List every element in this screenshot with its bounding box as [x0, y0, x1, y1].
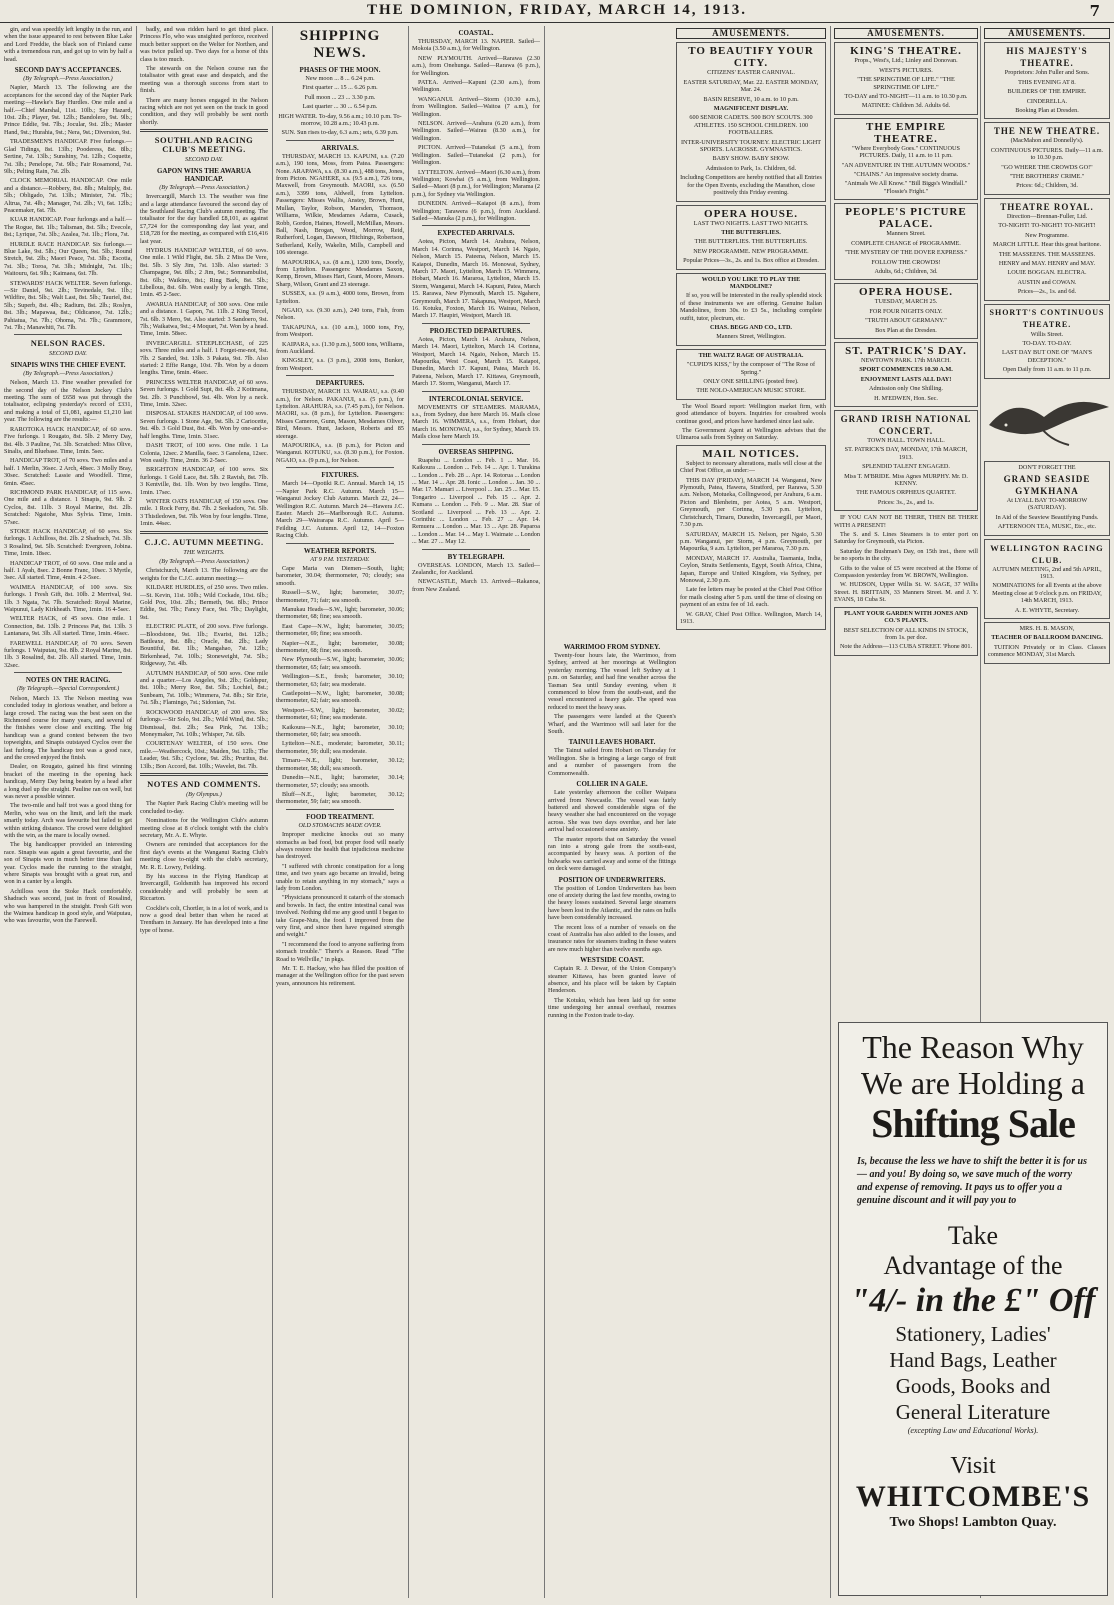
column-amusements-mid: AMUSEMENTS. KING'S THEATRE. Props., West's, Ltd.; Linley and Donovan. WEST'S PICTURES. "THE SPRINGTIME OF LIFE." "THE SPRINGTIME OF LIFE." TO-DAY and TO-NIGHT—11 a.m. to 10.30 p.m. MATINEE: Children 3d. Adults 6d. THE EMPIRE THEATRE. "Where Everybody Goes." CONTINUOUS PICTURES. Daily, 11 a.m. to 11 p.m. "AN ADVENTURE IN THE AUTUMN WOODS." "CHAINS." An impressive society drama. "Animals We All Know." "Bill Biggs's Windfall." "Flossie's Fright." PEOPLE'S PICTURE PALACE. Manners Street. COMPLETE CHANGE of PROGRAMME. "THE MYSTERY OF THE DOVER EXPRESS." FOLLOW THE CROWDS! Adults, 6d.; Children, 3d. OPERA HOUSE. TUESDAY, MARCH 25. FOR FOUR NIGHTS ONLY. "TRUTH ABOUT GERMANY." Box Plan at the Dresden. ST. PATRICK'S DAY. NEWTOWN PARK. 17th MARCH. SPORT COMMENCES 10.30 A.M. ENJOYMENT LASTS ALL DAY! Admission only One Shilling. H. M'EDWEN, Hon. Sec. GRAND IRISH NATIONAL CONCERT. TOWN HALL. TOWN HALL. ST. PATRICK'S DAY, MONDAY, 17th MARCH, 1913. SPLENDID TALENT ENGAGED. Miss T. M'BRIDE. Miss Agnes MURPHY. Mr. D. KENNY. THE FAMOUS ORPHEUS QUARTET. Prices: 3s., 2s., and 1s. IF YOU CAN NOT BE THERE, THEN BE THERE WITH A PRESENT! The S. and S. Lines Steamers is to enter port on Saturday for Greymouth, via Picton. Saturday the Bushman's Day, on 15th inst., there will be no sports in the city. Gifts to the value of £5 were received at the Home of Compassion yesterday from W. BROWN, Wellington. W. HUDSON, Upper Willis St. W. SAGE, 37 Willis Street. H. BRITTAIN, 33 Manners Street. M. and J. Y. EVANS, 18 Cuba St. PLANT YOUR GARDEN WITH JONES AND CO.'S PLANTS. BEST SELECTION OF ALL KINDS IN STOCK, from 1s. per doz. Note the Address—113 CUBA STREET. 'Phone 801.: [834, 26, 978, 1598]
heading-expected: EXPECTED ARRIVALS.: [437, 229, 515, 238]
heading-food: FOOD TREATMENT.: [306, 812, 374, 821]
column-racing-results: gin, and was speedily left lengthy in the run, and when the issue appeared to rest between Blue Lake and Lord Freddie, the black son of Finland came with a tremendous run, and got up to win by half a head. SECOND DAY'S ACCEPTANCES. (By Telegraph.—Press Association.) Napier, March 13. The following are the acceptances for the second day of the Napier Park meeting:—Hawke's Bay Hurdles. One mile and a half.—Chief Marshal, 11st. 10lb.; Say Hazard, 10st. 2lb.; Player, 9st. 12lb.; Bandolero, 9st. 9lb.; Prince Eddie, 9st. 7lb.; Jocular, 9st. 2lb.; Master Hand, 9st.; Hurahia, 9st.; Nera, 9st.; Diversion, 9st. TRADESMEN'S HANDICAP. Five furlongs.—Glad Tidings, 8st. 13lb.; Pooderess, 8st. 8lb.; Sertine, 7st. 13lb.; Sunshiny, 7st. 12lb.; Coquette, 7st. 3lb.; Penelope, 7st. 9lb.; Fair Rosamond, 7st. 9lb.; Pelting Rain, 7st. 2lb. CLOCK MEMORIAL HANDICAP. One mile and a distance.—Robbery, 8st. 8lb.; Multiply, 8st. 5lb.; Obligado, 7st. 13lb.; Minister, 7st. 7lb.; Altrua, 7st. 4lb.; Manager, 7st. 2lb.; Vi, 6st. 12lb.; Peacemaker, 6st. 7lb. KUAR HANDICAP. Four furlongs and a half.—The Rogue, 8st. 1lb.; Talisman, 8st. 5lb.; Evecole, 8st.; Lyrique, 7st. 3lb.; Azalea, 7st. 1lb.; Flora, 7st. HURDLE RACE HANDICAP. Six furlongs.—Blue Lake, 9st. 5lb.; Our Queen, 9st. 5lb.; Round Stretch, 9st. 2lb.; Maori Peace, 7st. 3lb.; Escotia, 7st. 3lb.; Toroa, 7st. 3lb.; Midnight, 7st. 1lb.; Waitouru, 6st. 9lb.; Kaimaea, 6st. 7lb. STEWARDS' HACK WELTER. Seven furlongs.—Sir Daniel, 9st. 2lb.; Tevinedale, 9st. 1lb.; Wildfire, 8st. 5lb.; Walt Last, 8st. 5lb.; Tauriel, 8st. 5lb.; Superb, 8st. 4lb.; Radium, 8st. 2lb.; Roslyn, 8st. 3lb.; Mapawaa, 8st.; Oldicanoe, 7st. 12lb.; Pahiatua, 7st. 7lb.; Ohoma, 7st. 7lb.; Grammore, 7st. 7lb.; Manawhiti, 7st. 7lb. NELSON RACES. SECOND DAY. SINAPIS WINS THE CHIEF EVENT. (By Telegraph.—Press Association.) Nelson, March 13. Fine weather prevailed for the second day of the Nelson Jockey Club's meeting. The sum of £658 was put through the totalisator, eclipsing yesterday's record of £331, and making a total of £1,081, against £1,210 last year. The following are the results:— RAROTOKA HACK HANDICAP, of 60 sovs. Five furlongs. 1 Rougato, 8st. 5lb. 2 Merry Day, 8st. 4lb. 3 Pauline, 7st. 3lb. Scratched: Miss Olive, Sinalis, and Bluebase. Time, 1min. 5sec. HANDICAP TROT, of 70 sovs. Two miles and a half. 1 Merlin, 36sec. 2 Arch, 48sec. 3 Molly Bray, 30sec. Scratched: Lassie and Woodfell. Time, 6min. 45sec. RICHMOND PARK HANDICAP, of 115 sovs. One mile and a distance. 1 Sinapis, 9st. 9lb. 2 Cyclos, 8st. 11lb. 3 Royal Marine, 8st. 2lb. Scratched: Ngatohe, Mus Sylvia. Time, 1min. 57sec. STOKE HACK HANDICAP, of 60 sovs. Six furlongs. 1 Achilloss, 8st. 2lb. 2 Shadrach, 7st. 3lb. 3 Rosalind, 9st. 5lb. Scratched: Evergreen, Jobina. Time, 1min. 18sec. HANDICAP TROT, of 60 sovs. One mile and a half. 1 Ayah, 8sec. 2 Bonne Franc, 10sec. 3 Myrtle, 3sec. All started. Time, 4min. 4 2-5sec. WAIMEA HANDICAP, of 100 sovs. Six furlongs. 1 Fresh Gift, 8st. 10lb. 2 Merrival, 9st. 1lb. 3 Ngata, 7st. 7lb. Scratched: Royal Marine, Waipunui, Lady Kirkheath. Time, 1min. 16 4-5sec. WELTER HACK, of 45 sovs. One mile. 1 Connection, 8st. 13lb. 2 Princess Pat, 8st. 13lb. 3 Lantanara, 9st. 3lb. All started. Time, 1min. 46sec. FAREWELL HANDICAP, of 70 sovs. Seven furlongs. 1 Waiputau, 9st. 8lb. 2 Royal Marine, 8st. 1lb. 3 Rosalind, 8st. 2lb. All started. Time, 1min. 32sec. NOTES ON THE RACING. (By Telegraph.—Special Correspondent.) Nelson, March 13. The Nelson meeting was concluded today in glorious weather, and before a large crowd. The racing was the best seen on the Richmond course for many years, and several of the finishes were close and exciting. The big handicap was a grand contest between the two topweights, and Sinapis outstayed Cyclos over the last furlong. The handicap trot was a good race, and the crowd enjoyed the finish. Dealer, on Rougato, gained his first winning bracket of the meeting in the opening hack handicap, Merry Day being beaten by a head after a long duel up the straight. Pauline ran on well, but was never a possible winner. The two-mile and half trot was a good thing for Merlin, who was on the limit, and left the mark smartly today. Arch was favourite but failed to get within striking distance. The crowd were delighted with the win, as the mare is locally owned. The big handicapper provided an interesting race. Sinapis was again a great favourite, and the son of Sinapis won in much better time than last year. Cyclos made the running to the straight, where Sinapis was brought with a great run, and won in a canter by a length. Achilloss won the Stoke Hack comfortably. Shadrach was second, just in front of Rosalind, who was hampered in the straight. Fresh Gift won the Waimea handicap in good style, and Waiputau, who was favourite, won the Farewell.: [4, 26, 132, 925]
shifting-sale-heading: Shifting Sale: [871, 1101, 1075, 1146]
heading-coastal: COASTAL.: [458, 29, 494, 37]
heading-notes-racing: NOTES ON THE RACING.: [25, 676, 111, 685]
masthead: [0, 0, 1114, 23]
heading-underwriters: POSITION OF UNDERWRITERS.: [558, 875, 666, 884]
ad-new-theatre: THE NEW THEATRE. (MacMahon and Donnelly's). CONTINUOUS PICTURES. Daily—11 a.m. to 10.30 p.m. "GO WHERE THE CROWDS GO!" "THE BROTHERS' CRIME." Prices: 6d.; Children, 3d.: [984, 122, 1110, 194]
ad-st-patricks: ST. PATRICK'S DAY. NEWTOWN PARK. 17th MARCH. SPORT COMMENCES 10.30 A.M. ENJOYMENT LASTS ALL DAY! Admission only One Shilling. H. M'EDWEN, Hon. Sec.: [834, 342, 978, 407]
column-amusements-left: AMUSEMENTS. TO BEAUTIFY YOUR CITY. CITIZENS' EASTER CARNIVAL. EASTER SATURDAY, Mar. 22. EASTER MONDAY, Mar. 24. BASIN RESERVE, 10 a.m. to 10 p.m. MAGNIFICENT DISPLAY. 600 SENIOR CADETS. 500 BOY SCOUTS. 300 ATHLETES. 150 SCHOOL CHILDREN. 100 FOOTBALLERS. INTER-UNIVERSITY TOURNEY. ELECTRIC LIGHT SPORTS. LACROSSE. GYMNASTICS. BABY SHOW. BABY SHOW. Admission to Park, 1s. Children, 6d. Including Competitors are hereby notified that all Entries for the Open Events, excluding the Marathon, close positively this Friday evening. OPERA HOUSE. LAST TWO NIGHTS. LAST TWO NIGHTS. THE BUTTERFLIES. THE BUTTERFLIES. THE BUTTERFLIES. NEW PROGRAMME. NEW PROGRAMME. Popular Prices—3s., 2s. and 1s. Box office at Dresden. WOULD YOU LIKE TO PLAY THE MANDOLINE? If so, you will be interested in the really splendid stock of these instruments we are offering. Genuine Italian Mandolines, from 30s. to £3 5s., including complete outfit, tutor, plectrum, etc. CHAS. BEGG AND CO., LTD. Manners Street, Wellington. THE WALTZ RAGE OF AUSTRALIA. "CUPID'S KISS," by the composer of "The Rose of Spring." ONLY ONE SHILLING (posted free). THE NOLO-AMERICAN MUSIC STORE. The Wool Board report: Wellington market firm, with good attendance of buyers. Inquiries for crossbred wools continue good, and prices have hardened since last sale. The Government Agent at Wellington advises that the Ulimaroa sails from Sydney on Saturday. MAIL NOTICES. Subject to necessary alterations, mails will close at the Chief Post Office, as under:— THIS DAY (FRIDAY), MARCH 14. Wanganui, New Plymouth, Patea, Hawera, Stratford, per Rarawa, 5.30 a.m. Nelson, Motueka, Collingwood, per Arahura, 6 a.m. Picton and Blenheim, per Aotea, 5 a.m. Westport, Greymouth, per Corinna, 5.30 p.m. Lyttelton, Christchurch, Timaru, Dunedin, Invercargill, per Maori, 7.30 p.m. SATURDAY, MARCH 15. Nelson, per Ngaio, 5.30 p.m. Wanganui, per Storm, 4 p.m. Greymouth, per Mapourika, 9 a.m. Lyttelton, per Mararoa, 7.30 p.m. MONDAY, MARCH 17. Australia, Tasmania, India, Ceylon, Straits Settlements, Egypt, South Africa, China, Japan, Europe and United Kingdom, via Sydney, per Monowai, 2.30 p.m. Late fee letters may be posted at the Chief Post Office for mails closing after 5 p.m. until the time of closing on payment of an extra fee of 1d. each. W. GRAY, Chief Post Office. Wellington, March 14, 1913.: [676, 26, 826, 1598]
column-shipping-notes: WARRIMOO FROM SYDNEY. Twenty-four hours late, the Warrimoo, from Sydney, arrived at her moorings at Wellington yesterday morning. The vessel left Sydney at 1 p.m. on Saturday, and had fine weather across the Tasman Sea until Sunday evening, when it commenced to blow from the south-east, and the vessel encountered a heavy gale. The speed was reduced to meet the heavy seas. The passengers were landed at the Queen's Wharf, and the Warrimoo will sail later for the South. TAINUI LEAVES HOBART. The Tainui sailed from Hobart on Thursday for Wellington. She is bringing a large cargo of fruit and a number of passengers from the Commonwealth. COLLIER IN A GALE. Late yesterday afternoon the collier Waipara arrived from Newcastle. The vessel was fairly battered and showed considerable signs of the heavy weather she had encountered on the voyage across. She was two days overdue, and her late arrival had occasioned some anxiety. The master reports that on Saturday the vessel ran into a strong gale from the south-east, accompanied by heavy seas. A portion of the bulwarks was carried away and some of the fittings on deck were damaged. POSITION OF UNDERWRITERS. The position of London Underwriters has been one of anxiety during the last few months, owing to the heavy losses sustained. Several large steamers have been lost in the Atlantic, and the rates on hulls have been considerably increased. The recent loss of a number of vessels on the coast of Australia has also added to the losses, and insurance rates for steamers trading in these waters are now much higher than twelve months ago. WESTSIDE COAST. Captain R. J. Dewar, of the Union Company's steamer Kittawa, has been granted leave of absence, and his place will be taken by Captain Henderson. The Kotuku, which has been laid up for some time undergoing her annual overhaul, resumes running in the Foxton trade to-day.: [548, 643, 676, 1019]
heading-intercolonial: INTERCOLONIAL SERVICE.: [428, 394, 524, 403]
discount-offer: "4/- in the £" Off: [850, 1282, 1096, 1319]
whitcombes-advertisement: The Reason Why We are Holding a Shifting Sale Is, because the less we have to shift the better it is for us — and you! By doing so, we save much of the worry and expense of removing. It pays us to offer you a genuine discount and it will pay you to Take Advantage of the "4/- in the £" Off Stationery, Ladies' Hand Bags, Leather Goods, Books and General Literature (excepting Law and Educational Works). Visit WHITCOMBE'S Two Shops! Lambton Quay.: [838, 1022, 1108, 1596]
ad-dancing: MRS. H. B. MASON, TEACHER OF BALLROOM DANCING. TUITION Privately or in Class. Classes commence MONDAY, 31st March.: [984, 622, 1110, 664]
subheading-second-day: SECOND DAY.: [49, 350, 87, 358]
ad-carnival: TO BEAUTIFY YOUR CITY. CITIZENS' EASTER CARNIVAL. EASTER SATURDAY, Mar. 22. EASTER MONDAY, Mar. 24. BASIN RESERVE, 10 a.m. to 10 p.m. MAGNIFICENT DISPLAY. 600 SENIOR CADETS. 500 BOY SCOUTS. 300 ATHLETES. 150 SCHOOL CHILDREN. 100 FOOTBALLERS. INTER-UNIVERSITY TOURNEY. ELECTRIC LIGHT SPORTS. LACROSSE. GYMNASTICS. BABY SHOW. BABY SHOW. Admission to Park, 1s. Children, 6d. Including Competitors are hereby notified that all Entries for the Open Events, excluding the Marathon, close positively this Friday evening.: [676, 42, 826, 201]
ad-mail-notices: MAIL NOTICES. Subject to necessary alterations, mails will close at the Chief Post Office, as under:— THIS DAY (FRIDAY), MARCH 14. Wanganui, New Plymouth, Patea, Hawera, Stratford, per Rarawa, 5.30 a.m. Nelson, Motueka, Collingwood, per Arahura, 6 a.m. Picton and Blenheim, per Aotea, 5 a.m. Westport, Greymouth, per Corinna, 5.30 p.m. Lyttelton, Christchurch, Timaru, Dunedin, Invercargill, per Maori, 7.30 p.m. SATURDAY, MARCH 15. Nelson, per Ngaio, 5.30 p.m. Wanganui, per Storm, 4 p.m. Greymouth, per Mapourika, 9 a.m. Lyttelton, per Mararoa, 7.30 p.m. MONDAY, MARCH 17. Australia, Tasmania, India, Ceylon, Straits Settlements, Egypt, South Africa, China, Japan, Europe and United Kingdom, via Sydney, per Monowai, 2.30 p.m. Late fee letters may be posted at the Chief Post Office for mails closing after 5 p.m. until the time of closing on payment of an extra fee of 1d. each. W. GRAY, Chief Post Office. Wellington, March 14, 1913.: [676, 445, 826, 631]
heading-nelson: NELSON RACES.: [30, 338, 106, 349]
ad-shortts: SHORTT'S CONTINUOUS THEATRE. Willis Street. TO-DAY. TO-DAY. LAST DAY BUT ONE OF "MAN'S DECEPTION." Open Daily from 11 a.m. to 11 p.m.: [984, 304, 1110, 379]
byline: (By Telegraph.—Press Association.): [23, 75, 113, 83]
ad-opera-house: OPERA HOUSE. LAST TWO NIGHTS. LAST TWO NIGHTS. THE BUTTERFLIES. THE BUTTERFLIES. THE BUTTERFLIES. NEW PROGRAMME. NEW PROGRAMME. Popular Prices—3s., 2s. and 1s. Box office at Dresden.: [676, 205, 826, 270]
ad-gymkhana: DON'T FORGET THE GRAND SEASIDE GYMKHANA At LYALL BAY TO-MORROW (SATURDAY). In Aid of the Seaview Beautifying Funds. AFTERNOON TEA, MUSIC, Etc., etc.: [984, 461, 1110, 536]
ad-his-majestys: HIS MAJESTY'S THEATRE. Proprietors: John Fuller and Sons. THIS EVENING AT 8. BUILDERS OF THE EMPIRE. CINDERELLA. Booking Plan at Dresden.: [984, 42, 1110, 119]
heading-projected: PROJECTED DEPARTURES.: [429, 326, 523, 335]
ad-opera-house-mid: OPERA HOUSE. TUESDAY, MARCH 25. FOR FOUR NIGHTS ONLY. "TRUTH ABOUT GERMANY." Box Plan at the Dresden.: [834, 283, 978, 339]
heading-collier: COLLIER IN A GALE.: [576, 780, 648, 789]
heading-departures: DEPARTURES.: [315, 379, 365, 388]
ad-kings-theatre: KING'S THEATRE. Props., West's, Ltd.; Linley and Donovan. WEST'S PICTURES. "THE SPRINGTIME OF LIFE." "THE SPRINGTIME OF LIFE." TO-DAY and TO-NIGHT—11 a.m. to 10.30 p.m. MATINEE: Children 3d. Adults 6d.: [834, 42, 978, 114]
heading-tainui: TAINUI LEAVES HOBART.: [568, 738, 656, 747]
amusements-header: AMUSEMENTS.: [676, 28, 826, 39]
heading-telegraph: BY TELEGRAPH.: [447, 552, 505, 561]
seagull-icon: [984, 385, 1110, 455]
heading-westside: WESTSIDE COAST.: [580, 956, 644, 965]
heading-gapon: GAPON WINS THE AWARUA HANDICAP.: [156, 166, 252, 183]
column-coastal-shipping: COASTAL. THURSDAY, MARCH 13. NAPIER. Sailed—Mokoia (3.50 a.m.), for Wellington. NEW PLYMOUTH. Arrived—Rarawa (2.30 a.m.), from Onehunga. Sailed—Rarawa (6 p.m.), for Wellington. PATEA. Arrived—Kapuni (2.30 a.m.), from Wellington. WANGANUI. Arrived—Storm (10.30 a.m.), from Wellington. Sailed—Waitoa (7 a.m.), for Wellington. NELSON. Arrived—Arahura (6.20 a.m.), from Wellington. Sailed—Wairau (8.30 a.m.), for Wellington. PICTON. Arrived—Tutanekai (5 a.m.), from Wellington. Sailed—Tutanekai (2 p.m.), for Wellington. LYTTELTON. Arrived—Maori (6.30 a.m.), from Wellington; Kowhai (5 a.m.), from Wellington. Sailed—Maori (8 p.m.), for Wellington; Marama (2 p.m.), for Sydney via Wellington. DUNEDIN. Arrived—Kaiapoi (8 a.m.), from Wellington; Tarawera (6 p.m.), from Auckland. Sailed—Manuka (2 p.m.), for Wellington. EXPECTED ARRIVALS. Aotea, Picton, March 14. Arahura, Nelson, March 14. Corinna, Westport, March 14. Ngaio, Nelson, March 15. Pateena, Nelson, March 15. Kaiapoi, Dunedin, March 16. Monowai, Sydney, March 17. Maori, Lyttelton, March 15. Wimmera, Hobart, March 16. Mararoa, Lyttelton, March 15. Storm, Wanganui, March 14. Kapuni, Patea, March 15. Rarawa, New Plymouth, March 15. Ngahere, Greymouth, March 17. Takapuna, Westport, March 16. Kotuku, Foxton, March 16. Wairau, Nelson, March 17. Haupiri, Westport, March 18. PROJECTED DEPARTURES. Aotea, Picton, March 14. Arahura, Nelson, March 14. Maori, Lyttelton, March 14. Corinna, Westport, March 14. Ngaio, Nelson, March 15. Mapourika, West Coast, March 15. Kaiapoi, Dunedin, March 17. Kapuni, Patea, March 16. Pateena, Nelson, March 17. Kittawa, Greymouth, March 17. Storm, Wanganui, March 17. INTERCOLONIAL SERVICE. MOVEMENTS OF STEAMERS. MARAMA, s.s., from Sydney, due here March 16. Mails close March 16. WIMMERA, s.s., from Hobart, due March 16. MONOWAI, s.s., for Sydney, March 19. Mails close here March 19. OVERSEAS SHIPPING. Ruapehu ... London ... Feb. 1 ... Mar. 16. Kaikoura ... London ... Feb. 14 ... Apr. 1. Turakina ... London ... Feb. 28 ... Apr. 14. Rotorua ... London ... Mar. 14 ... Apr. 28. Ionic ... London ... Jan. 30 ... Mar. 17. Mamari ... Liverpool ... Jan. 25 ... Mar. 15. Tongariro ... Liverpool ... Feb. 15 ... Apr. 2. Kumara ... London ... Feb. 9 ... Mar. 28. Star of Scotland ... Liverpool ... Feb. 13 ... Apr. 2. Corinthic ... London ... Feb. 27 ... Apr. 14. Remuera ... London ... Mar. 13 ... Apr. 28. Paparoa ... London ... Mar. 14 ... May 1. Waimate ... London ... Mar. 27 ... May 12. BY TELEGRAPH. OVERSEAS. LONDON, March 13. Sailed—Zealandic, for Auckland. NEWCASTLE, March 13. Arrived—Rakanoa, from New Zealand.: [412, 29, 540, 593]
byline-special: (By Telegraph.—Special Correspondent.): [16, 685, 120, 693]
heading-warrimoo: WARRIMOO FROM SYDNEY.: [563, 643, 661, 651]
heading-cjc: C.J.C. AUTUMN MEETING.: [144, 536, 264, 547]
ad-racing-club: WELLINGTON RACING CLUB. AUTUMN MEETING, 2nd and 5th APRIL, 1913. NOMINATIONS for all Events at the above Meeting close at 9 o'clock p.m. on FRIDAY, 14th MARCH, 1913. A. E. WHYTE, Secretary.: [984, 539, 1110, 619]
store-name: WHITCOMBE'S: [855, 1480, 1091, 1513]
ad-peoples-picture-palace: PEOPLE'S PICTURE PALACE. Manners Street. COMPLETE CHANGE of PROGRAMME. "THE MYSTERY OF THE DOVER EXPRESS." FOLLOW THE CROWDS! Adults, 6d.; Children, 3d.: [834, 203, 978, 280]
column-amusements-right: AMUSEMENTS. HIS MAJESTY'S THEATRE. Proprietors: John Fuller and Sons. THIS EVENING AT 8. BUILDERS OF THE EMPIRE. CINDERELLA. Booking Plan at Dresden. THE NEW THEATRE. (MacMahon and Donnelly's). CONTINUOUS PICTURES. Daily—11 a.m. to 10.30 p.m. "GO WHERE THE CROWDS GO!" "THE BROTHERS' CRIME." Prices: 6d.; Children, 3d. THEATRE ROYAL. Direction—Brennan-Fuller, Ltd. TO-NIGHT! TO-NIGHT! TO-NIGHT! New Programme. MARCH LITTLE. Hear this great baritone. THE MASSEENS. THE MASSEENS. HENRY and MAY. HENRY and MAY. LOUIE BOGGAN. ELECTRA. AUSTIN and COWAN. Prices—2s., 1s. and 6d. SHORTT'S CONTINUOUS THEATRE. Willis Street. TO-DAY. TO-DAY. LAST DAY BUT ONE OF "MAN'S DECEPTION." Open Daily from 11 a.m. to 11 p.m. DON'T FORGET THE GRAND SEASIDE GYMKHANA At LYALL BAY TO-MORROW (SATURDAY). In Aid of the Seaview Beautifying Funds. AFTERNOON TEA, MUSIC, Etc., etc. WELLINGTON RACING CLUB. AUTUMN MEETING, 2nd and 5th APRIL, 1913. NOMINATIONS for all Events at the above Meeting close at 9 o'clock p.m. on FRIDAY, 14th MARCH, 1913. A. E. WHYTE, Secretary. MRS. H. B. MASON, TEACHER OF BALLROOM DANCING. TUITION Privately or in Class. Classes commence MONDAY, 31st March.: [984, 26, 1110, 1016]
page-number: 7: [1089, 2, 1100, 20]
heading-notes-comments: NOTES AND COMMENTS.: [147, 778, 261, 789]
newspaper-title: THE DOMINION, FRIDAY, MARCH 14, 1913.: [367, 2, 747, 18]
column-shipping: SHIPPING NEWS. PHASES OF THE MOON. New moon ... 8 ... 6.24 p.m. First quarter ... 15 ... 6.26 p.m. Full moon ... 23 ... 3.30 p.m. Last quarter ... 30 ... 6.54 p.m. HIGH WATER. To-day, 9.56 a.m.; 10.10 p.m. To-morrow, 10.28 a.m.; 10.43 p.m. SUN. Sun rises to-day, 6.3 a.m.; sets, 6.39 p.m. ARRIVALS. THURSDAY, MARCH 13. KAPUNI, s.s. (7.20 a.m.), 190 tons, Moss, from Patea. Passengers: None. ARAPAWA, s.s. (8.30 a.m.), 488 tons, Jones, from Picton. NGAHERE, s.s. (9.5 a.m.), 726 tons, Maxwell, from Greymouth. MAORI, s.s. (6.50 a.m.), 3399 tons, Aldwell, from Lyttelton. Passengers: Misses Wallis, Anstey, Brown, Hunt, Mullan, Taylor, Robson, Marsden, Thomson, Williams, Wilkie, Mesdames Adams, Cusack, Robb, Gordon, Haines, Howell, McMillan, Messrs. Ball, Nash, Brogan, Wood, Morrow, Reid, Rutherford, Logan, Dawson, Hitchings, Robertson, Sutherland, Kelly, Wakelin, Mills, Campbell and 106 steerage. MAPOURIKA, s.s. (8 a.m.), 1200 tons, Doorly, from Lyttelton. Passengers: Mesdames Saxon, Kemp, Brown, Misses Hart, Grant, Moore, Messrs. Sharp, Wilson, Grant and 23 steerage. SUSSEX, s.s. (9 a.m.), 4000 tons, Brown, from Lyttelton. NGAIO, s.s. (9.30 a.m.), 240 tons, Fish, from Nelson. TAKAPUNA, s.s. (10 a.m.), 1000 tons, Fry, from Westport. KAIPARA, s.s. (1.30 p.m.), 5000 tons, Williams, from Auckland. KINGSLEY, s.s. (3 p.m.), 2008 tons, Bunker, from Westport. DEPARTURES. THURSDAY, MARCH 13. WAIRAU, s.s. (9.40 a.m.), for Nelson. PAKANUI, s.s. (5 p.m.), for Lyttelton. ARAHURA, s.s. (7.45 p.m.), for Nelson. MAORI, s.s. (8 p.m.), for Lyttelton. Passengers: Misses Cameron, Gunn, Mason, Mesdames Oliver, Bird, Messrs. Hunt, Jackson, Roberts and 85 steerage. MAPOURIKA, s.s. (8 p.m.), for Picton and Wanganui. KOTUKU, s.s. (8.30 p.m.), for Foxton. NGAIO, s.s. (9 p.m.), for Nelson. FIXTURES. March 14—Opotiki R.C. Annual. March 14, 15—Napier Park R.C. Autumn. March 15—Wanganui Jockey Club Autumn. March 22, 24—Wellington R.C. Autumn. March 24—Hawera J.C. Easter. March 26—Marlborough R.C. Autumn. March 29—Wairarapa R.C. Autumn. April 5—Feilding J.C. Autumn. April 12, 14—Foxton Racing Club. WEATHER REPORTS. AT 9 P.M. YESTERDAY. Cape Maria van Diemen—South, light; barometer, 30.04; thermometer, 70; cloudy; sea smooth. Russell—S.W., light; barometer, 30.07; thermometer, 71; fair; sea smooth. Manukau Heads—S.W., light; barometer, 30.06; thermometer, 68; fine; sea smooth. East Cape—N.W., light; barometer, 30.05; thermometer, 69; fine; sea smooth. Napier—N.E., light; barometer, 30.08; thermometer, 68; fine; sea smooth. New Plymouth—S.W., light; barometer, 30.06; thermometer, 65; fair; sea smooth. Wellington—S.E., fresh; barometer, 30.10; thermometer, 63; fair; sea moderate. Castlepoint—N.W., light; barometer, 30.08; thermometer, 62; fair; sea smooth. Westport—S.W., light; barometer, 30.02; thermometer, 61; fine; sea moderate. Kaikoura—N.E., light; barometer, 30.10; thermometer, 60; fair; sea smooth. Lyttelton—N.E., moderate; barometer, 30.11; thermometer, 59; dull; sea moderate. Timaru—N.E., light; barometer, 30.12; thermometer, 58; dull; sea smooth. Dunedin—N.E., light; barometer, 30.14; thermometer, 57; cloudy; sea smooth. Bluff—N.E., light; barometer, 30.12; thermometer, 59; fair; sea smooth. FOOD TREATMENT. OLD STOMACHS MADE OVER. Improper medicine knocks out so many stomachs as bad food, but proper food will nearly always restore the health that injudicious medicine has destroyed. "I suffered with chronic constipation for a long time, and two years ago became an invalid, being unable to retain anything in my stomach," says a lady from London. "Physicians pronounced it catarrh of the stomach and bowels. In fact, the entire intestinal canal was involved. Nothing did me any good until I began to take Grape-Nuts, the food. I improved from the very first, and since then have regained strength and weight." "I recommend the food to anyone suffering from stomach trouble." There's a Reason. Read "The Road to Wellville," in pkgs. Mr. T. E. Hackay, who has filled the position of manager at the Wellington office for the past seven years, announces his retirement.: [276, 28, 404, 987]
heading-overseas: OVERSEAS SHIPPING.: [438, 447, 514, 456]
heading-arrivals: ARRIVALS.: [321, 143, 359, 152]
heading-weather: WEATHER REPORTS.: [303, 546, 377, 555]
column-southland-cjc: badly, and was ridden hard to get third place. Princess Flo, who was unsighted perforce, received much better support on the Welter for Northen, and was twice pulled up. Two days for a horse of this class is too much. The stewards on the Nelson course ran the totalisator with great ease and despatch, and the meeting was a thorough success from start to finish. There are many horses engaged in the Nelson racing which are not yet seen on the track in good condition, and they will probably be sent north shortly. SOUTHLAND RACING CLUB'S MEETING. SECOND DAY. GAPON WINS THE AWARUA HANDICAP. (By Telegraph.—Press Association.) Invercargill, March 13. The weather was fine and a large attendance favoured the second day of the Southland Racing Club's autumn meeting. The totalisator for the day handled £8,101, as against £7,724 for the corresponding day last year, and £18,728 for the meeting, as compared with £16,416 last year. HYDRUS HANDICAP WELTER, of 60 sovs. One mile. 1 Wild Flight, 8st. 5lb. 2 Miss De Vere, 8st. 5lb. 3 Sly Jim, 7st. 13lb. Also started: 3 Champagne, 9st. 8lb.; 2 Jim, 9st.; Somnambulist, 8st. 6lb.; Waikino, 8st.; Ring Bark, 8st. 5lb.; Libellous, 8st. 6lb. Won easily by a length. Time, 1min. 45 2-5sec. AWARUA HANDICAP, of 300 sovs. One mile and a distance. 1 Gapon, 7st. 11lb. 2 King Tercel, 7st. 6lb. 3 Mero, 9st. Also started: 3 Sandoero, 9st. 7lb.; Waikatwa, 9st.; 4 Moquet, 7st. Won by a head. Time, 1min. 58sec. INVERCARGILL STEEPLECHASE, of 225 sovs. Three miles and a half. 1 Forget-me-not, 9st. 7lb. 2 Sanded, 9st. 13lb. 3 Pakata, 9st. 7lb. Also started: 2 Effie Range, 10st. 7lb. Won by a dozen lengths. Time, 6min. 46sec. PRINCESS WELTER HANDICAP, of 60 sovs. Seven furlongs. 1 Gold Supt, 8st. 4lb. 2 Kotimana, 9st. 2lb. 3 Punchbowl, 9st. 4lb. Won by a neck. Time, 1min. 32sec. DISPOSAL STAKES HANDICAP, of 100 sovs. Seven furlongs. 1 Stone Age, 9st. 5lb. 2 Cariocette, 9st. 4lb. 3 Gold Dust, 8st. 4lb. Won by one-and-a-half lengths. Time, 1min. 31sec. DASH TROT, of 100 sovs. One mile. 1 La Colonia, 12sec. 2 Manilla, 6sec. 3 Ganolena, 12sec. Won easily. Time, 2min. 36 2-5sec. BRIGHTON HANDICAP, of 100 sovs. Six furlongs. 1 Gold Lace, 8st. 5lb. 2 Ravish, 8st. 7lb. 3 Kentville, 8st. 1lb. Won by two lengths. Time, 1min. 17sec. WINTER OATS HANDICAP, of 150 sovs. One mile. 1 Rock Ferry, 8st. 7lb. 2 Seekadors, 7st. 5lb. 3 Thistledown, 9st. 7lb. Won by four lengths. Time, 1min. 44sec. C.J.C. AUTUMN MEETING. THE WEIGHTS. (By Telegraph.—Press Association.) Christchurch, March 13. The following are the weights for the C.J.C. autumn meeting:— KILDARE HURDLES, of 250 sovs. Two miles.—St. Kevin, 11st. 10lb.; Wild Cockade, 10st. 6lb.; Gold Pox, 10st. 2lb.; Bermeth, 9st. 8lb.; Prince Eddie, 9st. 7lb.; Fancy Face, 9st. 7lb.; Daylight, 9st. ELECTRIC PLATE, of 200 sovs. Five furlongs.—Bloodstone, 9st. 1lb.; Evarist, 8st. 12lb.; Battleaxe, 8st. 8lb.; Oracle, 8st. 2lb.; Lady Bountiful, 8st. 1lb.; Mangahao, 7st. 12lb.; Birkenhead, 7st. 10lb.; Stoneweight, 7st. 5lb.; Ridgeway, 7st. 4lb. AUTUMN HANDICAP, of 500 sovs. One mile and a quarter.—Los Angeles, 9st. 2lb.; Goldspur, 8st. 10lb.; Merry Roe, 8st. 5lb.; Lochiel, 8st.; Sunbeam, 7st. 10lb.; Wimmera, 7st. 8lb.; Sir Erie, 7st. 5lb.; Flamingo, 7st.; Sidonian, 7st. ROCKWOOD HANDICAP, of 200 sovs. Six furlongs.—Sir Solo, 9st. 2lb.; Wild Wind, 8st. 5lb.; Dismissal, 8st. 2lb.; Sea Pink, 7st. 13lb.; Moneymaker, 7st. 10lb.; Whisper, 7st. 6lb. COURTENAY WELTER, of 150 sovs. One mile.—Weathercock, 10st.; Maiden, 9st. 12lb.; The Leader, 9st. 5lb.; Cyclone, 9st. 2lb.; Pruritus, 8st. 13lb.; Bon Accord, 8st. 10lb.; Wavelet, 8st. 7lb. NOTES AND COMMENTS. (By Olympus.) The Napier Park Racing Club's meeting will be concluded to-day. Nominations for the Wellington Club's autumn meeting close at 8 o'clock tonight with the club's secretary, Mr. A. E. Whyte. Owners are reminded that acceptances for the first day's events at the Wanganui Racing Club's meeting close to-night with the club's secretary, Mr. R. E. Lowry, Feilding. By his success in the Flying Handicap at Invercargill, Goldsmith has improved his record considerably and will probably be seen at Riccarton. Cocklie's colt, Chortler, is in a lot of work, and is now a good deal better than when he raced at Trentham in January. He has developed into a fine type of horse.: [140, 26, 268, 934]
ad-irish-concert: GRAND IRISH NATIONAL CONCERT. TOWN HALL. TOWN HALL. ST. PATRICK'S DAY, MONDAY, 17th MARCH, 1913. SPLENDID TALENT ENGAGED. Miss T. M'BRIDE. Miss Agnes MURPHY. Mr. D. KENNY. THE FAMOUS ORPHEUS QUARTET. Prices: 3s., 2s., and 1s.: [834, 410, 978, 511]
heading-fixtures: FIXTURES.: [321, 471, 359, 480]
ad-plants: PLANT YOUR GARDEN WITH JONES AND CO.'S PLANTS. BEST SELECTION OF ALL KINDS IN STOCK, from 1s. per doz. Note the Address—113 CUBA STREET. 'Phone 801.: [834, 607, 978, 656]
ad-theatre-royal: THEATRE ROYAL. Direction—Brennan-Fuller, Ltd. TO-NIGHT! TO-NIGHT! TO-NIGHT! New Programme. MARCH LITTLE. Hear this great baritone. THE MASSEENS. THE MASSEENS. HENRY and MAY. HENRY and MAY. LOUIE BOGGAN. ELECTRA. AUSTIN and COWAN. Prices—2s., 1s. and 6d.: [984, 198, 1110, 301]
ad-waltz: THE WALTZ RAGE OF AUSTRALIA. "CUPID'S KISS," by the composer of "The Rose of Spring." ONLY ONE SHILLING (posted free). THE NOLO-AMERICAN MUSIC STORE.: [676, 349, 826, 400]
shipping-news-title: SHIPPING NEWS.: [299, 28, 381, 61]
bird-illustration: [984, 385, 1110, 455]
ad-empire-theatre: THE EMPIRE THEATRE. "Where Everybody Goes." CONTINUOUS PICTURES. Daily, 11 a.m. to 11 p.m. "AN ADVENTURE IN THE AUTUMN WOODS." "CHAINS." An impressive society drama. "Animals We All Know." "Bill Biggs's Windfall." "Flossie's Fright.": [834, 118, 978, 200]
heading-southland: SOUTHLAND RACING CLUB'S MEETING.: [154, 135, 254, 155]
ad-mandolines: WOULD YOU LIKE TO PLAY THE MANDOLINE? If so, you will be interested in the really splendid stock of these instruments we are offering. Genuine Italian Mandolines, from 30s. to £3 5s., including complete outfit, tutor, plectrum, etc. CHAS. BEGG AND CO., LTD. Manners Street, Wellington.: [676, 273, 826, 346]
heading-sinapis: SINAPIS WINS THE CHIEF EVENT.: [10, 360, 126, 369]
heading-acceptances: SECOND DAY'S ACCEPTANCES.: [14, 66, 122, 75]
